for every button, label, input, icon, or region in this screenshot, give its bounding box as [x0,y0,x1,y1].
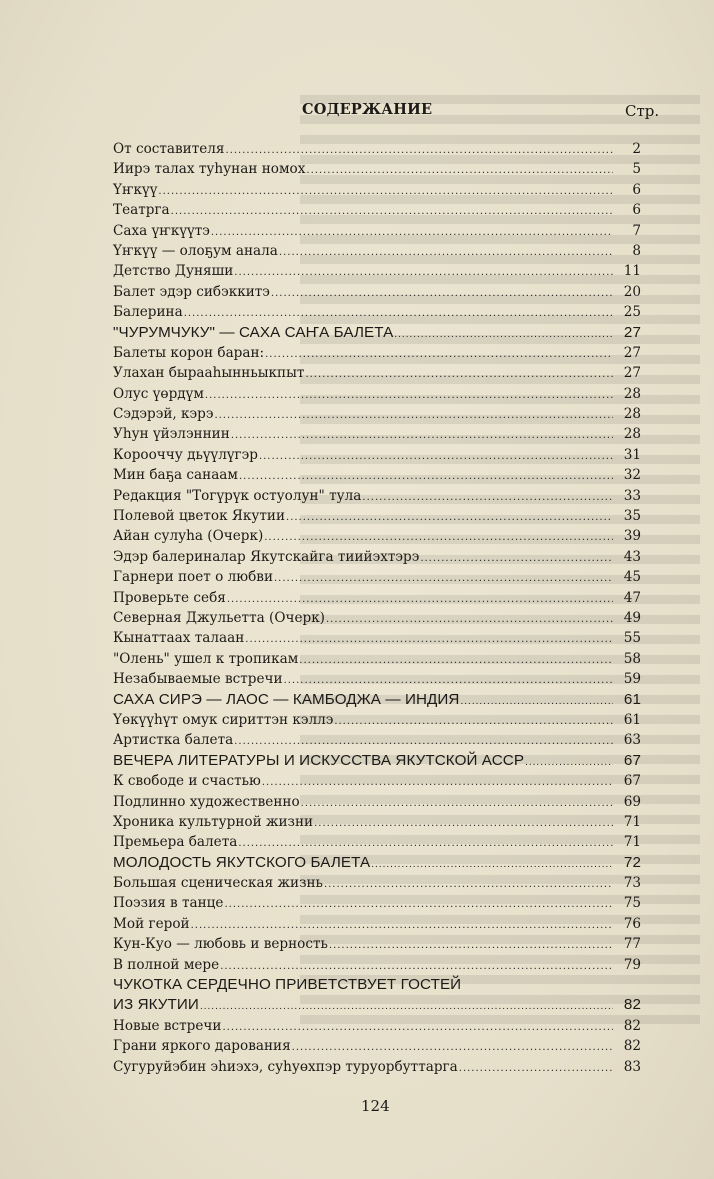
entry-page: 49 [623,609,641,626]
entry-title: ВЕЧЕРА ЛИТЕРАТУРЫ И ИСКУССТВА ЯКУТСКОЙ АССР [113,751,525,769]
entry-page: 82 [623,1017,641,1034]
toc-entry [113,690,641,710]
dot-leader [226,141,613,161]
entry-title: Грани яркого дарования [113,1038,291,1055]
dot-leader [420,549,613,569]
entry-page: 28 [623,385,641,402]
dot-leader [234,263,613,283]
entry-title: Үҥкүү [113,181,158,198]
toc-entry [113,710,641,730]
entry-title: Олус үөрдүм [113,385,204,402]
entry-title: Мой герой [113,915,190,932]
toc-entry [113,934,641,954]
toc-entry [113,343,641,363]
toc-entry [113,1016,641,1036]
entry-title: САХА СИРЭ — ЛАОС — КАМБОДЖА — ИНДИЯ [113,690,460,708]
entry-page: 35 [623,508,641,525]
entry-page: 61 [623,711,641,728]
entry-title: Балет эдэр сибэккитэ [113,283,270,300]
entry-page: 83 [623,1058,641,1075]
entry-title: Саха үҥкүүтэ [113,222,210,239]
dot-leader [262,773,613,793]
toc-entry [113,465,641,485]
toc-entry [113,323,641,343]
entry-page: 82 [623,996,641,1014]
toc-entry [113,445,641,465]
toc-entry [113,608,641,628]
entry-page: 32 [623,467,641,484]
entry-title: Үөкүүһүт омук сириттэн кэллэ [113,711,334,728]
toc-entry [113,139,641,159]
toc-entry [113,506,641,526]
toc-entry [113,649,641,669]
entry-page: 61 [623,690,641,708]
dot-leader [171,202,613,222]
entry-title: Үҥкүү — олоҕум анала [113,242,278,259]
entry-title: Сугуруйэбин эһиэхэ, суһуөхпэр туруорбуттарга [113,1058,458,1075]
entry-title: Корооччу дьүүлүгэр [113,446,258,463]
dot-leader [191,916,613,936]
toc-entry [113,628,641,648]
dot-leader [264,528,613,548]
dot-leader [394,325,613,345]
entry-page: 77 [623,936,641,953]
entry-title: Поэзия в танце [113,895,224,912]
entry-title: Уһун үйэлэннин [113,426,230,443]
dot-leader [329,936,613,956]
entry-title: ЧУКОТКА СЕРДЕЧНО ПРИВЕТСТВУЕТ ГОСТЕЙ [113,976,462,994]
toc-entry [113,832,641,852]
entry-title: Улахан бырааһынньыкпыт [113,365,305,382]
entry-page: 27 [623,365,641,382]
entry-title: Мин баҕа санаам [113,467,238,484]
entry-title: От составителя [113,141,225,157]
toc-entry [113,221,641,241]
entry-page: 72 [623,853,641,871]
entry-title: Кынаттаах талаан [113,630,245,647]
toc-entry [113,588,641,608]
page-column-label: Стр. [625,102,660,120]
entry-page: 6 [632,181,641,198]
entry-page: 67 [623,773,641,790]
dot-leader [239,467,613,487]
entry-page: 6 [632,202,641,219]
entry-title: Театрга [113,202,170,219]
entry-title: Балеты корон баран: [113,344,265,361]
entry-title: Хроника культурной жизни [113,813,314,830]
dot-leader [211,223,613,243]
entry-page: 5 [632,161,641,178]
dot-leader [245,630,613,650]
entry-title: Сэдэрэй, кэрэ [113,406,214,423]
entry-page: 8 [632,242,641,259]
entry-title: Новые встречи [113,1017,222,1034]
toc-entry [113,975,641,995]
entry-page: 28 [623,426,641,443]
entry-page: 59 [623,671,641,688]
toc-entry [113,995,641,1015]
page-title: СОДЕРЖАНИЕ [302,101,433,118]
entry-page: 71 [623,834,641,851]
entry-page: 63 [623,732,641,749]
dot-leader [259,447,613,467]
entry-page: 7 [632,222,641,239]
dot-leader [214,406,613,426]
entry-title: Гарнери поет о любви [113,569,273,586]
toc-entry [113,893,641,913]
entry-page: 31 [623,446,641,463]
dot-leader [301,794,613,814]
toc-entry [113,424,641,444]
dot-leader [224,895,613,915]
dot-leader [459,1059,613,1079]
toc-entry [113,241,641,261]
dot-leader [286,508,613,528]
entry-title: Иирэ талах туһунан номох [113,161,306,178]
toc-entry [113,873,641,893]
dot-leader [461,692,614,712]
entry-page: 76 [623,915,641,932]
dot-leader [220,957,613,977]
entry-page: 45 [623,569,641,586]
entry-page: 39 [623,528,641,545]
dot-leader [184,304,613,324]
entry-title: Детство Дуняши [113,263,234,280]
dot-leader [284,671,613,691]
entry-title: Балерина [113,304,183,321]
toc-entry [113,547,641,567]
entry-page: 67 [623,751,641,769]
entry-title: Северная Джульетта (Очерк) [113,609,325,626]
entry-title: Артистка балета [113,732,234,749]
toc-entry [113,200,641,220]
dot-leader [271,284,613,304]
dot-leader [234,732,613,752]
entry-page: 27 [623,344,641,361]
toc-entry [113,180,641,200]
toc-entry [113,955,641,975]
entry-title: Проверьте себя [113,589,226,606]
dot-leader [371,855,613,875]
toc-entry [113,771,641,791]
entry-title: МОЛОДОСТЬ ЯКУТСКОГО БАЛЕТА [113,853,371,871]
dot-leader [200,997,613,1017]
entry-page: 33 [623,487,641,504]
toc-entry [113,1057,641,1077]
toc-entry [113,159,641,179]
entry-title: Кун-Куо — любовь и верность [113,936,328,953]
entry-title: Айан сулуһа (Очерк) [113,528,264,545]
entry-title: Большая сценическая жизнь [113,875,323,892]
dot-leader [238,834,613,854]
dot-leader [334,712,613,732]
table-of-contents [113,139,641,1077]
entry-title: Эдэр балериналар Якутскайга тиийэхтэрэ [113,548,420,565]
toc-entry [113,914,641,934]
entry-title: "ЧУРУМЧУКУ" — САХА САҤА БАЛЕТА [113,323,394,341]
toc-entry [113,567,641,587]
dot-leader [205,386,613,406]
toc-entry [113,302,641,322]
entry-page: 79 [623,956,641,973]
entry-page: 58 [623,650,641,667]
toc-entry [113,363,641,383]
entry-title: Редакция "Тогүрүк остуолун" тула [113,487,362,504]
entry-page: 2 [632,141,641,157]
entry-title: Премьера балета [113,834,238,851]
entry-title: Незабываемые встречи [113,671,283,688]
dot-leader [222,1018,613,1038]
dot-leader [306,161,613,181]
dot-leader [292,1038,613,1058]
dot-leader [314,814,613,834]
entry-title: Полевой цветок Якутии [113,508,286,525]
entry-page: 25 [623,304,641,321]
dot-leader [279,243,613,263]
toc-entry [113,669,641,689]
entry-page: 71 [623,813,641,830]
toc-entry [113,261,641,281]
entry-page: 73 [623,875,641,892]
dot-leader [158,182,613,202]
entry-page: 75 [623,895,641,912]
dot-leader [231,426,613,446]
entry-page: 82 [623,1038,641,1055]
dot-leader [525,753,613,773]
toc-entry [113,526,641,546]
entry-page: 55 [623,630,641,647]
entry-title: К свободе и счастью [113,773,261,790]
dot-leader [265,345,613,365]
entry-page: 47 [623,589,641,606]
dot-leader [227,590,613,610]
entry-title: "Олень" ушел к тропикам [113,650,299,667]
dot-leader [362,488,613,508]
toc-entry [113,282,641,302]
dot-leader [324,875,613,895]
dot-leader [305,365,613,385]
entry-page: 43 [623,548,641,565]
toc-entry [113,792,641,812]
dot-leader [299,651,613,671]
entry-title: Подлинно художественно [113,793,300,810]
entry-page: 69 [623,793,641,810]
toc-entry [113,1036,641,1056]
toc-entry [113,751,641,771]
entry-page: 11 [623,263,641,280]
entry-page: 20 [623,283,641,300]
toc-entry [113,486,641,506]
dot-leader [326,610,613,630]
page-number: 124 [361,1097,390,1115]
toc-entry [113,404,641,424]
entry-page: 27 [623,323,641,341]
entry-page: 28 [623,406,641,423]
toc-entry [113,812,641,832]
toc-entry [113,384,641,404]
toc-entry [113,853,641,873]
dot-leader [274,569,613,589]
entry-title: В полной мере [113,956,220,973]
toc-entry [113,730,641,750]
entry-title: ИЗ ЯКУТИИ [113,996,199,1014]
